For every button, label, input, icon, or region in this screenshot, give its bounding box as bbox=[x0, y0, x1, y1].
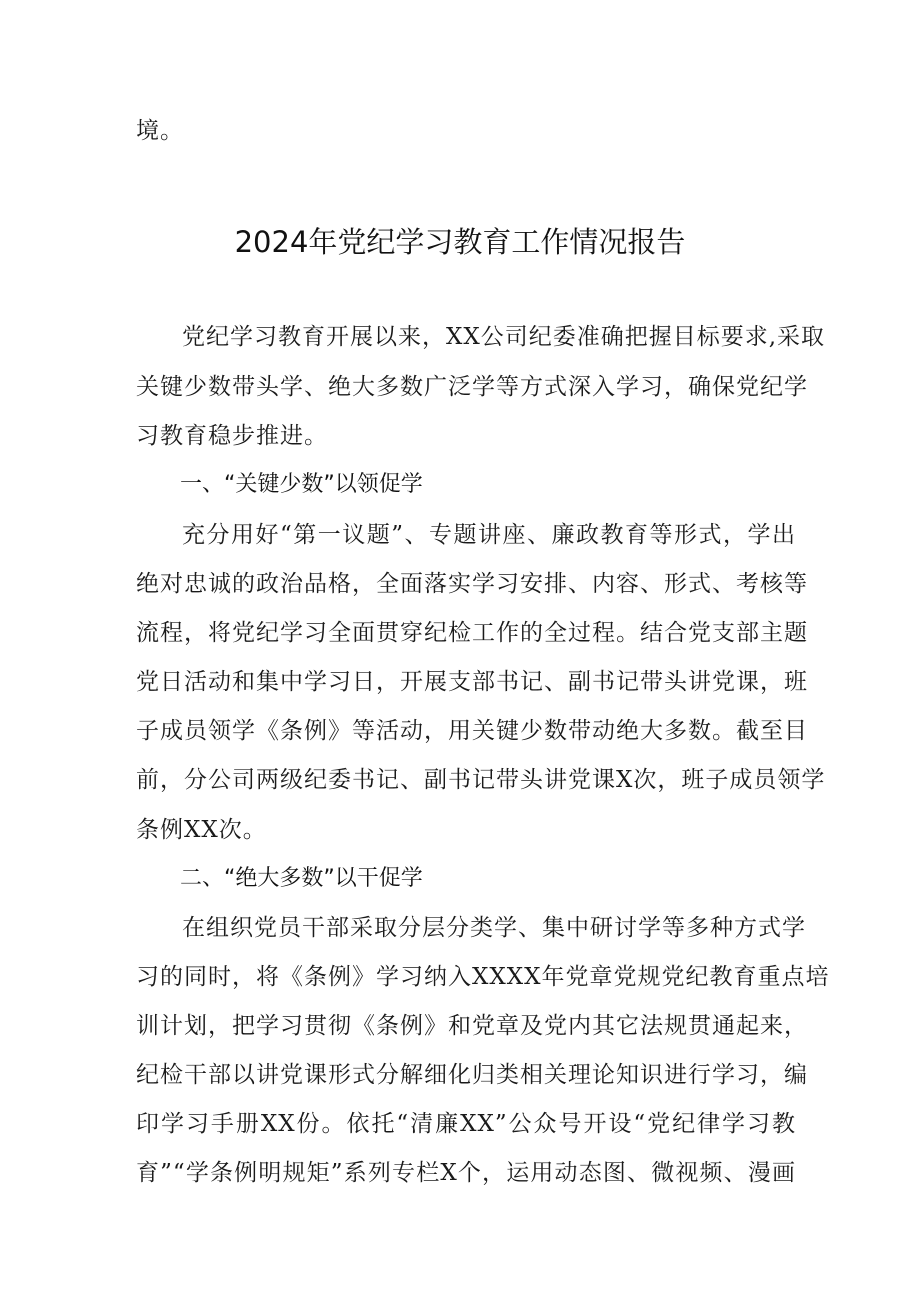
paragraph-line: 充分用好“第一议题”、专题讲座、廉政教育等形式，学出 bbox=[182, 522, 796, 548]
paragraph-line: 流程，将党纪学习全面贯穿纪检工作的全过程。结合党支部主题 bbox=[136, 620, 808, 646]
paragraph-line: 党纪学习教育开展以来，XX公司纪委准确把握目标要求,采取 bbox=[182, 324, 826, 350]
paragraph-line: 关键少数带头学、绝大多数广泛学等方式深入学习，确保党纪学 bbox=[136, 374, 808, 400]
paragraph-line: 在组织党员干部采取分层分类学、集中研讨学等多种方式学 bbox=[182, 915, 806, 941]
fragment-text: 境。 bbox=[136, 118, 184, 144]
paragraph-line: 习教育稳步推进。 bbox=[136, 423, 328, 449]
paragraph-line: 子成员领学《条例》等活动，用关键少数带动绝大多数。截至目 bbox=[136, 718, 808, 744]
paragraph-line: 条例XX次。 bbox=[136, 817, 267, 843]
section-heading: 二、“绝大多数”以干促学 bbox=[180, 866, 423, 891]
paragraph-line: 前，分公司两级纪委书记、副书记带头讲党课X次，班子成员领学 bbox=[136, 767, 826, 793]
paragraph-line: 习的同时，将《条例》学习纳入XXXX年党章党规党纪教育重点培 bbox=[136, 964, 830, 990]
paragraph-line: 绝对忠诚的政治品格，全面落实学习安排、内容、形式、考核等 bbox=[136, 571, 808, 597]
paragraph-line: 育”“学条例明规矩”系列专栏X个，运用动态图、微视频、漫画 bbox=[136, 1160, 796, 1186]
paragraph-line: 党日活动和集中学习日，开展支部书记、副书记带头讲党课，班 bbox=[136, 669, 808, 695]
paragraph-line: 纪检干部以讲党课形式分解细化归类相关理论知识进行学习，编 bbox=[136, 1062, 808, 1088]
section-heading: 一、“关键少数”以领促学 bbox=[180, 472, 423, 497]
page-title: 2024年党纪学习教育工作情况报告 bbox=[234, 225, 686, 259]
paragraph-line: 印学习手册XX份。依托“清廉XX”公众号开设“党纪律学习教 bbox=[136, 1111, 796, 1137]
paragraph-line: 训计划，把学习贯彻《条例》和党章及党内其它法规贯通起来， bbox=[136, 1013, 808, 1039]
